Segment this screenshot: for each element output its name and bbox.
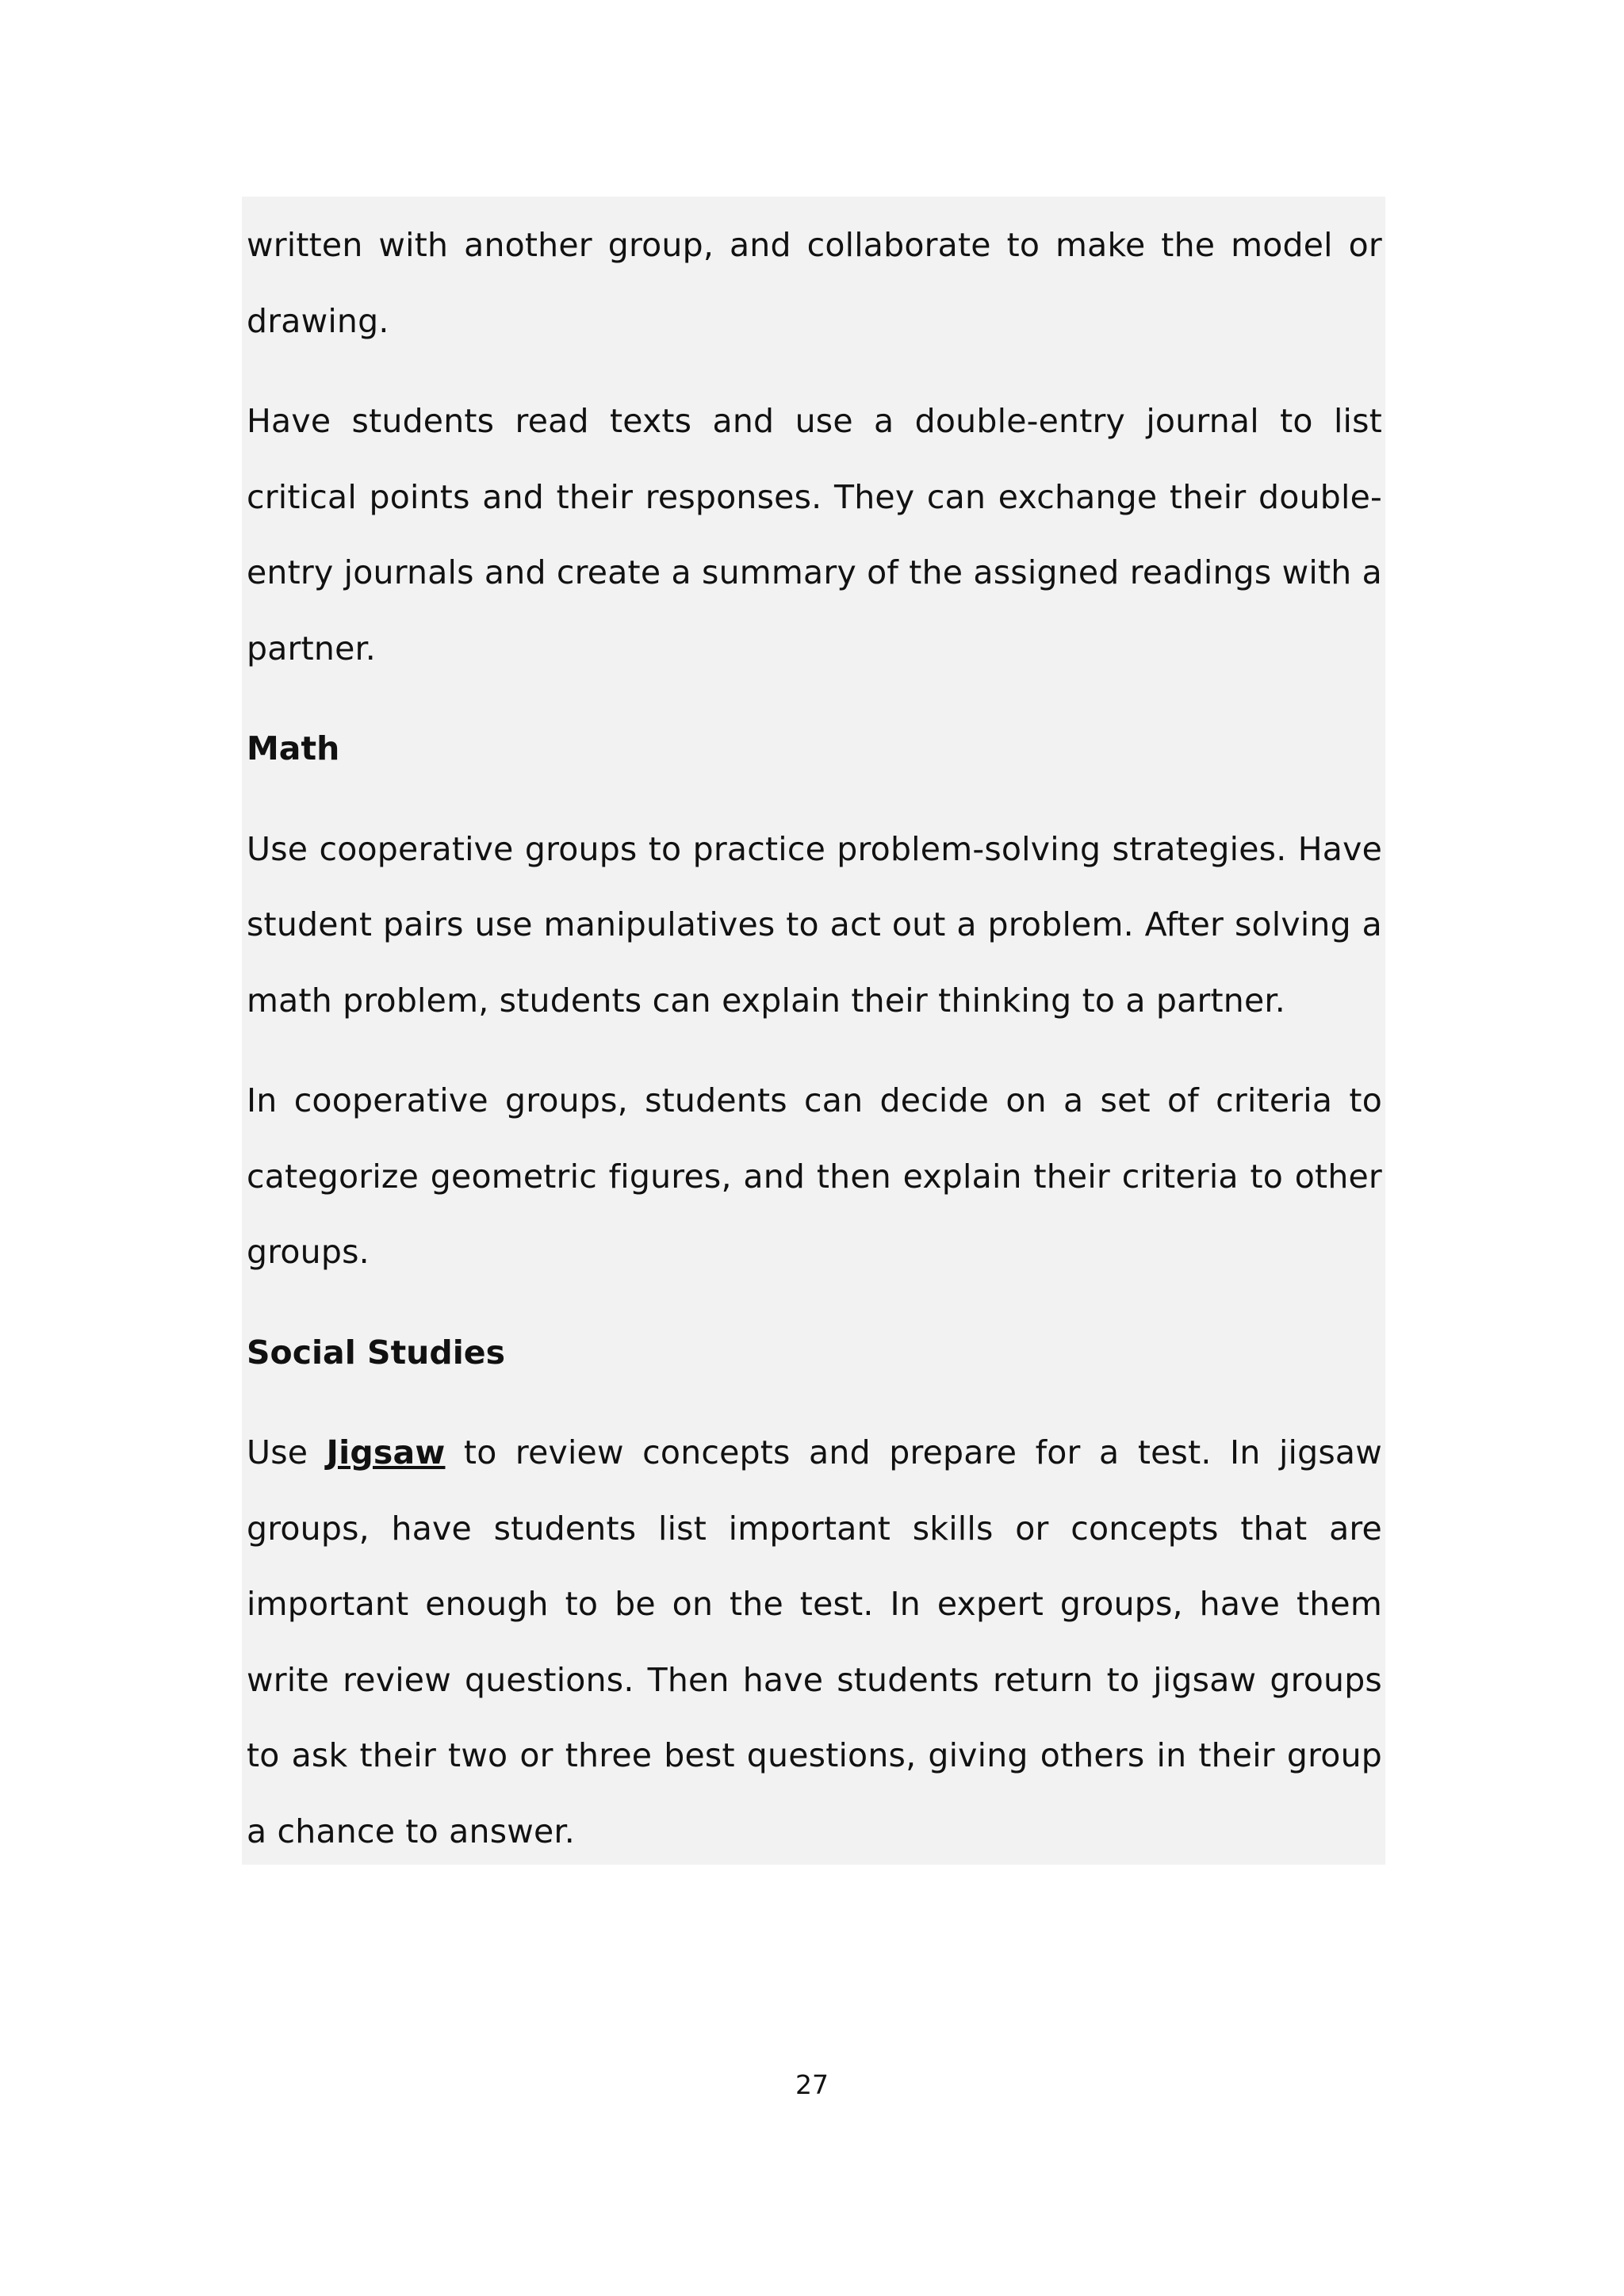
paragraph-math-problem-solving: Use cooperative groups to practice problem-solving strategies. Have student pairs use manipulatives to act out a problem. After solving a math problem, students can explain their thinking to a partner. — [247, 829, 1382, 1020]
paragraph-social-studies-jigsaw — [247, 1415, 1382, 1869]
jigsaw-text-after: to review concepts and prepare for a test. In jigsaw groups, have students list important skills or concepts that are important enough to be on the test. In expert groups, have them write review questions. Then have students return to jigsaw groups to ask their two or three best questions, giving others in their group a chance to answer. — [247, 1433, 1382, 1850]
paragraph-continued: written with another group, and collaborate to make the model or drawing. — [247, 226, 1382, 340]
jigsaw-text-before: Use — [247, 1433, 327, 1471]
paragraph-double-entry-journal: Have students read texts and use a double-entry journal to list critical points and their responses. They can exchange their double-entry journals and create a summary of the assigned readings with a partner. — [247, 402, 1383, 668]
paragraph-math-geometric-figures: In cooperative groups, students can decide on a set of criteria to categorize geometric figures, and then explain their criteria to other groups. — [247, 1081, 1382, 1271]
jigsaw-link[interactable]: Jigsaw — [326, 1433, 446, 1471]
section-heading-math: Math — [247, 729, 340, 767]
body-text-column — [247, 208, 1382, 1869]
section-heading-social-studies: Social Studies — [247, 1333, 505, 1372]
page-number: 27 — [795, 2069, 829, 2100]
